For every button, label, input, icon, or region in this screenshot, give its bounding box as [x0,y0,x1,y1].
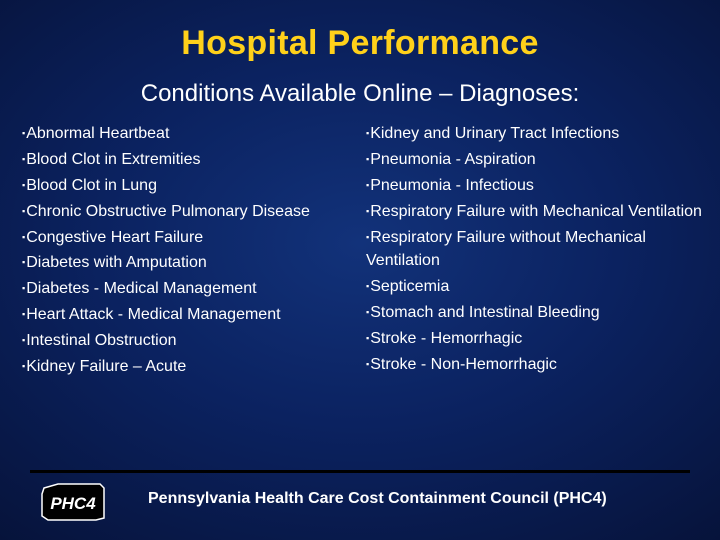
list-item [22,355,370,381]
list-item-label: Congestive Heart Failure [26,228,204,246]
bullet-icon: ▪ [366,332,370,343]
list-item [366,200,706,224]
list-item [366,275,706,299]
list-item-label: Chronic Obstructive Pulmonary Disease [26,202,310,220]
list-item [22,329,370,355]
bullet-icon: ▪ [22,231,26,242]
list-item [366,148,706,172]
list-item-label: Intestinal Obstruction [26,332,177,350]
bullet-icon: ▪ [22,205,26,216]
list-item [22,277,370,303]
list-item-label: Stomach and Intestinal Bleeding [370,303,600,321]
list-item [22,174,370,200]
list-item-label: Kidney Failure – Acute [26,358,187,376]
list-item-label: Septicemia [370,277,450,295]
bullet-icon: ▪ [22,283,26,294]
list-item-label: Kidney and Urinary Tract Infections [370,125,620,142]
bullet-icon: ▪ [22,153,26,164]
bullet-icon: ▪ [22,179,26,190]
bullet-icon: ▪ [366,205,370,216]
bullet-icon: ▪ [366,358,370,369]
list-item-label: Diabetes with Amputation [26,254,207,272]
bullet-icon: ▪ [366,231,370,242]
list-item-label: Pneumonia - Aspiration [370,150,536,168]
bullet-icon: ▪ [366,179,370,190]
bullet-icon: ▪ [366,153,370,164]
bullet-icon: ▪ [22,257,26,268]
list-item-label: Diabetes - Medical Management [26,280,257,298]
bullet-icon: ▪ [22,335,26,346]
list-item-label: Stroke - Hemorrhagic [370,329,523,347]
bullet-icon: ▪ [366,128,370,138]
footer-organization: Pennsylvania Health Care Cost Containment Council (PHC4) [148,490,607,507]
list-item-label: Stroke - Non-Hemorrhagic [370,355,557,373]
list-item [22,122,370,148]
list-item [366,226,706,273]
list-item [366,327,706,351]
list-item [22,251,367,277]
list-item [22,148,370,174]
bullet-icon: ▪ [366,280,370,291]
diagnoses-list-left [22,122,370,381]
list-item [366,353,706,377]
list-item [366,174,706,198]
list-item [366,122,706,146]
slide-title: Hospital Performance [181,24,539,62]
list-item [366,301,706,325]
list-item-label: Pneumonia - Infectious [370,176,534,194]
bullet-icon: ▪ [22,309,26,320]
list-item-label: Blood Clot in Extremities [26,150,201,168]
list-item [22,303,370,329]
footer-divider [30,470,690,473]
bullet-icon: ▪ [366,306,370,317]
bullet-icon: ▪ [22,361,26,372]
list-item-label: Blood Clot in Lung [26,176,157,194]
list-item [22,226,370,252]
diagnoses-list-right [366,122,706,379]
bullet-icon: ▪ [22,128,26,138]
slide-subtitle: Conditions Available Online – Diagnoses: [140,80,580,107]
list-item-label: Heart Attack - Medical Management [26,306,281,324]
list-item-label: Respiratory Failure with Mechanical Ventilation [370,202,702,220]
logo-text: PHC4 [50,494,96,513]
list-item-label: Respiratory Failure without Mechanical Ventilation [366,228,646,270]
list-item-label: Abnormal Heartbeat [26,125,170,142]
list-item [22,200,370,226]
phc4-logo [40,482,108,522]
